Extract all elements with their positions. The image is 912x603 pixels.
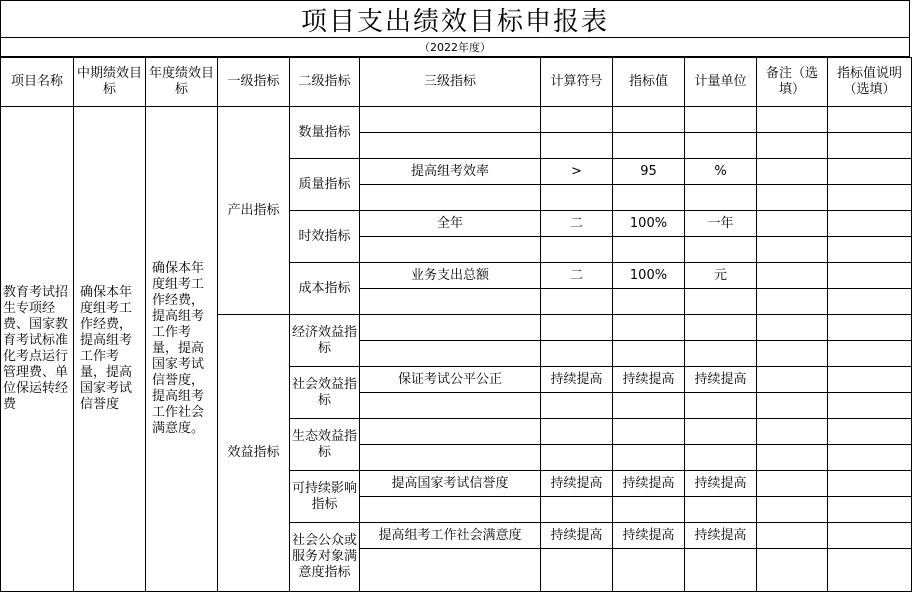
unit-cell: 一年 xyxy=(685,211,757,237)
header-symbol: 计算符号 xyxy=(541,58,613,107)
value-note-cell xyxy=(828,367,912,393)
unit-cell xyxy=(685,315,757,341)
header-annual-goal: 年度绩效目标 xyxy=(146,58,218,107)
remark-cell xyxy=(757,445,828,471)
unit-cell xyxy=(685,289,757,315)
level1-benefit: 效益指标 xyxy=(218,315,290,592)
unit-cell xyxy=(685,341,757,367)
unit-cell xyxy=(685,237,757,263)
symbol-cell: 持续提高 xyxy=(541,367,613,393)
level3-cell xyxy=(360,107,541,133)
value-cell: 100% xyxy=(613,211,685,237)
remark-cell xyxy=(757,237,828,263)
header-level1: 一级指标 xyxy=(218,58,290,107)
value-cell xyxy=(613,107,685,133)
level3-cell xyxy=(360,497,541,523)
value-note-cell xyxy=(828,341,912,367)
symbol-cell xyxy=(541,185,613,211)
level3-cell: 提高组考效率 xyxy=(360,159,541,185)
remark-cell xyxy=(757,341,828,367)
project-name-cell: 教育考试招生专项经费、国家教育考试标准化考点运行管理费、单位保运转经费 xyxy=(1,107,74,592)
header-level2: 二级指标 xyxy=(290,58,360,107)
remark-cell xyxy=(757,367,828,393)
level2-sustainable: 可持续影响指标 xyxy=(290,471,360,523)
level3-cell xyxy=(360,237,541,263)
level3-cell xyxy=(360,315,541,341)
level3-cell: 提高国家考试信誉度 xyxy=(360,471,541,497)
value-note-cell xyxy=(828,263,912,289)
value-note-cell xyxy=(828,159,912,185)
remark-cell xyxy=(757,159,828,185)
level2-timeliness: 时效指标 xyxy=(290,211,360,263)
remark-cell xyxy=(757,419,828,445)
unit-cell: % xyxy=(685,159,757,185)
value-cell xyxy=(613,315,685,341)
performance-table xyxy=(0,57,912,592)
symbol-cell xyxy=(541,497,613,523)
unit-cell xyxy=(685,549,757,592)
remark-cell xyxy=(757,107,828,133)
level3-cell: 保证考试公平公正 xyxy=(360,367,541,393)
value-cell xyxy=(613,419,685,445)
symbol-cell xyxy=(541,419,613,445)
value-cell xyxy=(613,133,685,159)
unit-cell: 持续提高 xyxy=(685,523,757,549)
value-note-cell xyxy=(828,445,912,471)
unit-cell: 持续提高 xyxy=(685,367,757,393)
value-note-cell xyxy=(828,523,912,549)
level3-cell xyxy=(360,419,541,445)
remark-cell xyxy=(757,315,828,341)
midterm-goal-cell: 确保本年度组考工作经费，提高组考工作考量，提高国家考试信誉度 xyxy=(74,107,146,592)
fiscal-year: （2022年度） xyxy=(0,38,910,57)
level2-cost: 成本指标 xyxy=(290,263,360,315)
value-note-cell xyxy=(828,237,912,263)
remark-cell xyxy=(757,263,828,289)
value-note-cell xyxy=(828,471,912,497)
value-note-cell xyxy=(828,549,912,592)
symbol-cell xyxy=(541,549,613,592)
value-note-cell xyxy=(828,497,912,523)
symbol-cell xyxy=(541,237,613,263)
unit-cell xyxy=(685,393,757,419)
level2-ecological: 生态效益指标 xyxy=(290,419,360,471)
symbol-cell: 二 xyxy=(541,211,613,237)
unit-cell xyxy=(685,185,757,211)
value-cell: 持续提高 xyxy=(613,471,685,497)
level3-cell: 业务支出总额 xyxy=(360,263,541,289)
symbol-cell xyxy=(541,315,613,341)
level2-economic: 经济效益指标 xyxy=(290,315,360,367)
symbol-cell: 二 xyxy=(541,263,613,289)
value-cell: 100% xyxy=(613,263,685,289)
value-note-cell xyxy=(828,107,912,133)
value-cell: 95 xyxy=(613,159,685,185)
value-cell xyxy=(613,341,685,367)
header-remark: 备注（选填） xyxy=(757,58,828,107)
symbol-cell xyxy=(541,133,613,159)
unit-cell xyxy=(685,107,757,133)
symbol-cell: 持续提高 xyxy=(541,471,613,497)
symbol-cell xyxy=(541,107,613,133)
remark-cell xyxy=(757,211,828,237)
value-note-cell xyxy=(828,315,912,341)
level2-quality: 质量指标 xyxy=(290,159,360,211)
value-note-cell xyxy=(828,133,912,159)
remark-cell xyxy=(757,185,828,211)
value-cell xyxy=(613,549,685,592)
level3-cell xyxy=(360,185,541,211)
level1-output: 产出指标 xyxy=(218,107,290,315)
value-note-cell xyxy=(828,393,912,419)
value-note-cell xyxy=(828,419,912,445)
unit-cell: 元 xyxy=(685,263,757,289)
level3-cell xyxy=(360,341,541,367)
unit-cell xyxy=(685,419,757,445)
header-value-note: 指标值说明（选填） xyxy=(828,58,912,107)
symbol-cell xyxy=(541,341,613,367)
value-note-cell xyxy=(828,185,912,211)
page-title: 项目支出绩效目标申报表 xyxy=(0,0,910,38)
symbol-cell xyxy=(541,289,613,315)
remark-cell xyxy=(757,471,828,497)
level3-cell: 提高组考工作社会满意度 xyxy=(360,523,541,549)
value-cell xyxy=(613,497,685,523)
unit-cell xyxy=(685,445,757,471)
unit-cell xyxy=(685,133,757,159)
level2-social: 社会效益指标 xyxy=(290,367,360,419)
value-cell: 持续提高 xyxy=(613,523,685,549)
level3-cell: 全年 xyxy=(360,211,541,237)
value-cell xyxy=(613,393,685,419)
remark-cell xyxy=(757,523,828,549)
header-value: 指标值 xyxy=(613,58,685,107)
remark-cell xyxy=(757,289,828,315)
header-midterm-goal: 中期绩效目标 xyxy=(74,58,146,107)
value-cell xyxy=(613,237,685,263)
symbol-cell xyxy=(541,445,613,471)
table-row xyxy=(1,107,912,133)
value-cell xyxy=(613,445,685,471)
level2-quantity: 数量指标 xyxy=(290,107,360,159)
unit-cell: 持续提高 xyxy=(685,471,757,497)
symbol-cell: 持续提高 xyxy=(541,523,613,549)
level2-satisfaction: 社会公众或服务对象满意度指标 xyxy=(290,523,360,592)
symbol-cell: > xyxy=(541,159,613,185)
header-row xyxy=(1,58,912,107)
value-cell xyxy=(613,185,685,211)
remark-cell xyxy=(757,393,828,419)
header-unit: 计量单位 xyxy=(685,58,757,107)
value-cell xyxy=(613,289,685,315)
remark-cell xyxy=(757,497,828,523)
value-note-cell xyxy=(828,289,912,315)
unit-cell xyxy=(685,497,757,523)
value-cell: 持续提高 xyxy=(613,367,685,393)
annual-goal-cell: 确保本年度组考工作经费，提高组考工作考量，提高国家考试信誉度，提高组考工作社会满意度。 xyxy=(146,107,218,592)
header-project-name: 项目名称 xyxy=(1,58,74,107)
level3-cell xyxy=(360,549,541,592)
header-level3: 三级指标 xyxy=(360,58,541,107)
level3-cell xyxy=(360,393,541,419)
symbol-cell xyxy=(541,393,613,419)
remark-cell xyxy=(757,549,828,592)
level3-cell xyxy=(360,445,541,471)
level3-cell xyxy=(360,133,541,159)
value-note-cell xyxy=(828,211,912,237)
level3-cell xyxy=(360,289,541,315)
remark-cell xyxy=(757,133,828,159)
